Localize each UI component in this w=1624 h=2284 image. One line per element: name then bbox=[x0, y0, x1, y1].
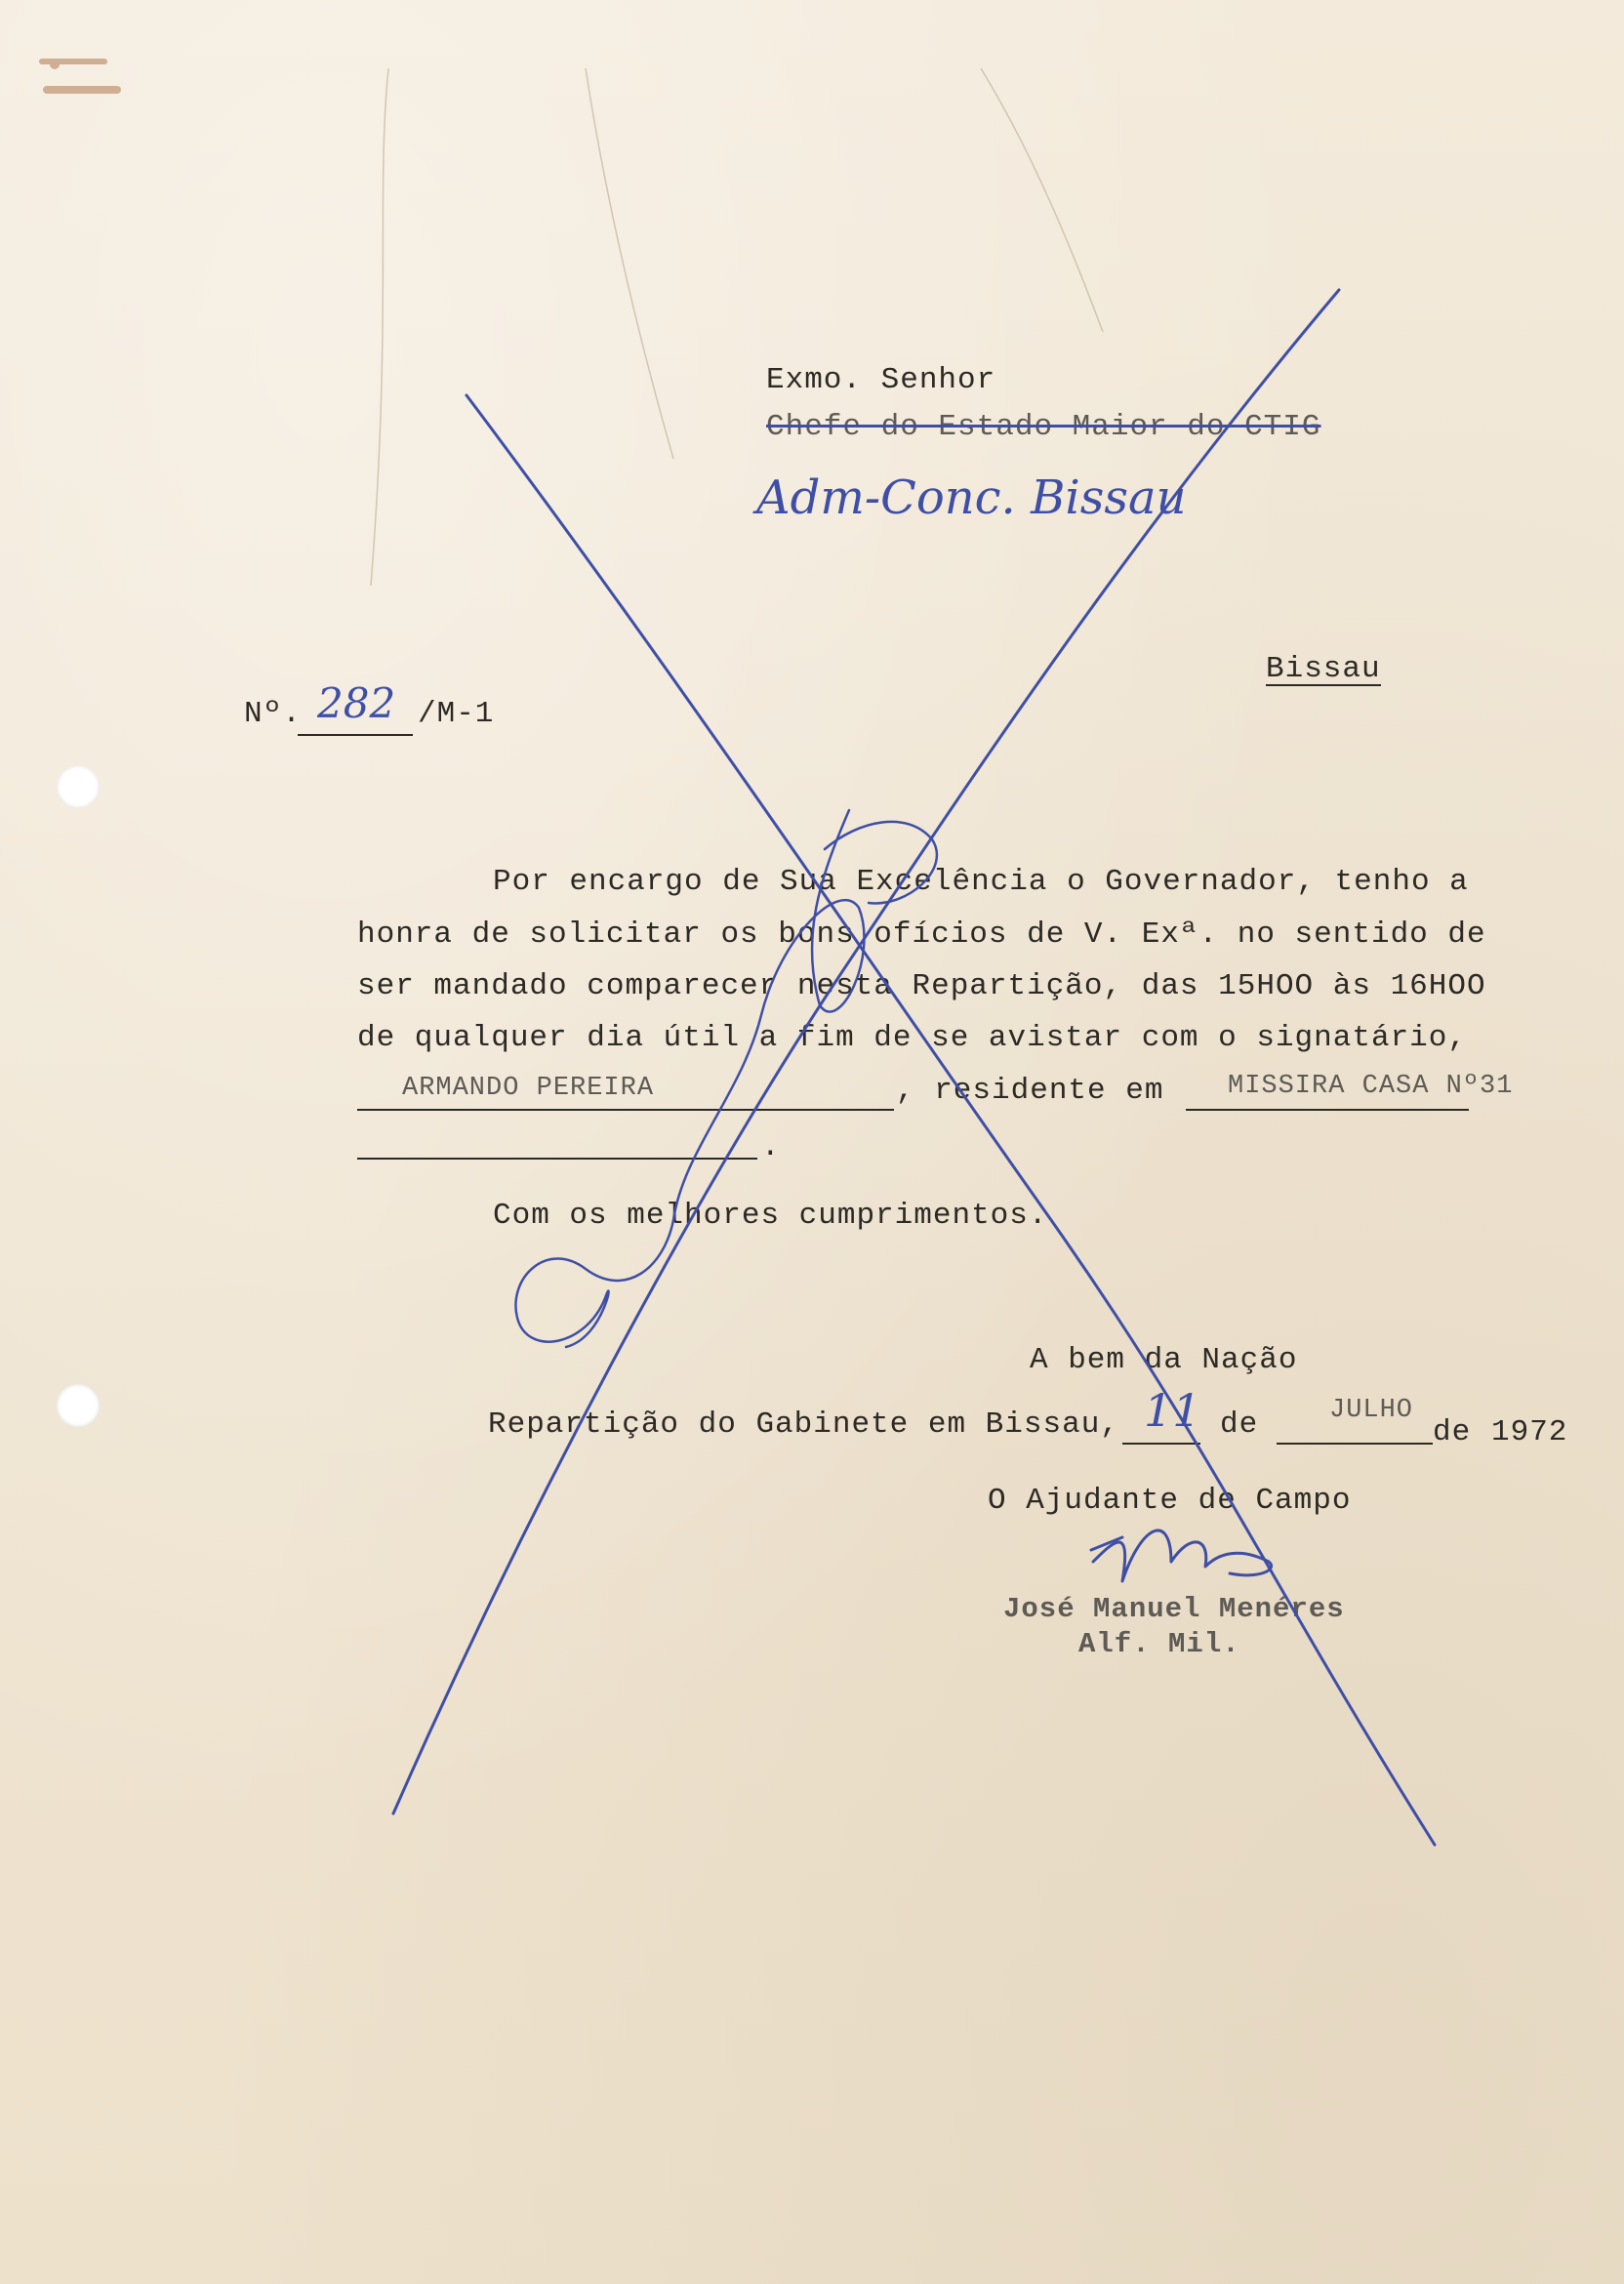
body-line-4: de qualquer dia útil a fim de se avistar com o signatário, bbox=[357, 1021, 1467, 1055]
handwritten-addressee: Adm-Conc. Bissau bbox=[756, 470, 1187, 525]
date-de-1: de bbox=[1220, 1407, 1259, 1442]
person-name: ARMANDO PEREIRA bbox=[402, 1074, 655, 1103]
date-day: 11 bbox=[1144, 1384, 1201, 1437]
signatory-rank: Alf. Mil. bbox=[1078, 1628, 1240, 1660]
struck-addressee-title: Chefe do Estado Maior do CTIG bbox=[766, 410, 1321, 444]
punch-hole-top bbox=[57, 765, 100, 808]
motto: A bem da Nação bbox=[1030, 1343, 1298, 1377]
day-blank bbox=[1122, 1443, 1200, 1445]
body-line-3: ser mandado comparecer nesta Repartição, das 15HOO às 16HOO bbox=[357, 969, 1486, 1003]
date-prefix: Repartição do Gabinete em Bissau, bbox=[488, 1407, 1119, 1442]
signatory-name: José Manuel Menéres bbox=[1003, 1593, 1345, 1625]
address-period: . bbox=[761, 1130, 781, 1164]
date-de-2: de bbox=[1433, 1415, 1472, 1449]
date-month: JULHO bbox=[1329, 1396, 1414, 1425]
reference-prefix: Nº. bbox=[244, 697, 302, 731]
closing: Com os melhores cumprimentos. bbox=[493, 1199, 1048, 1233]
reference-blank bbox=[298, 734, 413, 736]
signature-dash bbox=[1091, 1537, 1122, 1550]
address-continuation-blank bbox=[357, 1158, 757, 1160]
place-heading: Bissau bbox=[1266, 652, 1381, 686]
address-blank bbox=[1186, 1109, 1469, 1111]
body-line-2: honra de solicitar os bons ofícios de V. Exª. no sentido de bbox=[357, 918, 1486, 952]
signatory-role: O Ajudante de Campo bbox=[988, 1484, 1352, 1518]
stamp-smudge bbox=[39, 59, 121, 94]
resident-label: , residente em bbox=[896, 1074, 1164, 1108]
body-line-1: Por encargo de Sua Excelência o Governador, tenho a bbox=[493, 865, 1469, 899]
address: MISSIRA CASA Nº31 bbox=[1228, 1072, 1514, 1101]
month-blank bbox=[1277, 1443, 1433, 1445]
cross-stroke-down bbox=[467, 395, 1435, 1845]
salutation: Exmo. Senhor bbox=[766, 363, 996, 397]
person-name-blank bbox=[357, 1109, 894, 1111]
signature-mark bbox=[1093, 1530, 1272, 1581]
reference-suffix: /M-1 bbox=[418, 697, 495, 731]
reference-number: 282 bbox=[317, 679, 396, 727]
date-year: 1972 bbox=[1491, 1415, 1568, 1449]
punch-hole-bottom bbox=[57, 1384, 100, 1427]
